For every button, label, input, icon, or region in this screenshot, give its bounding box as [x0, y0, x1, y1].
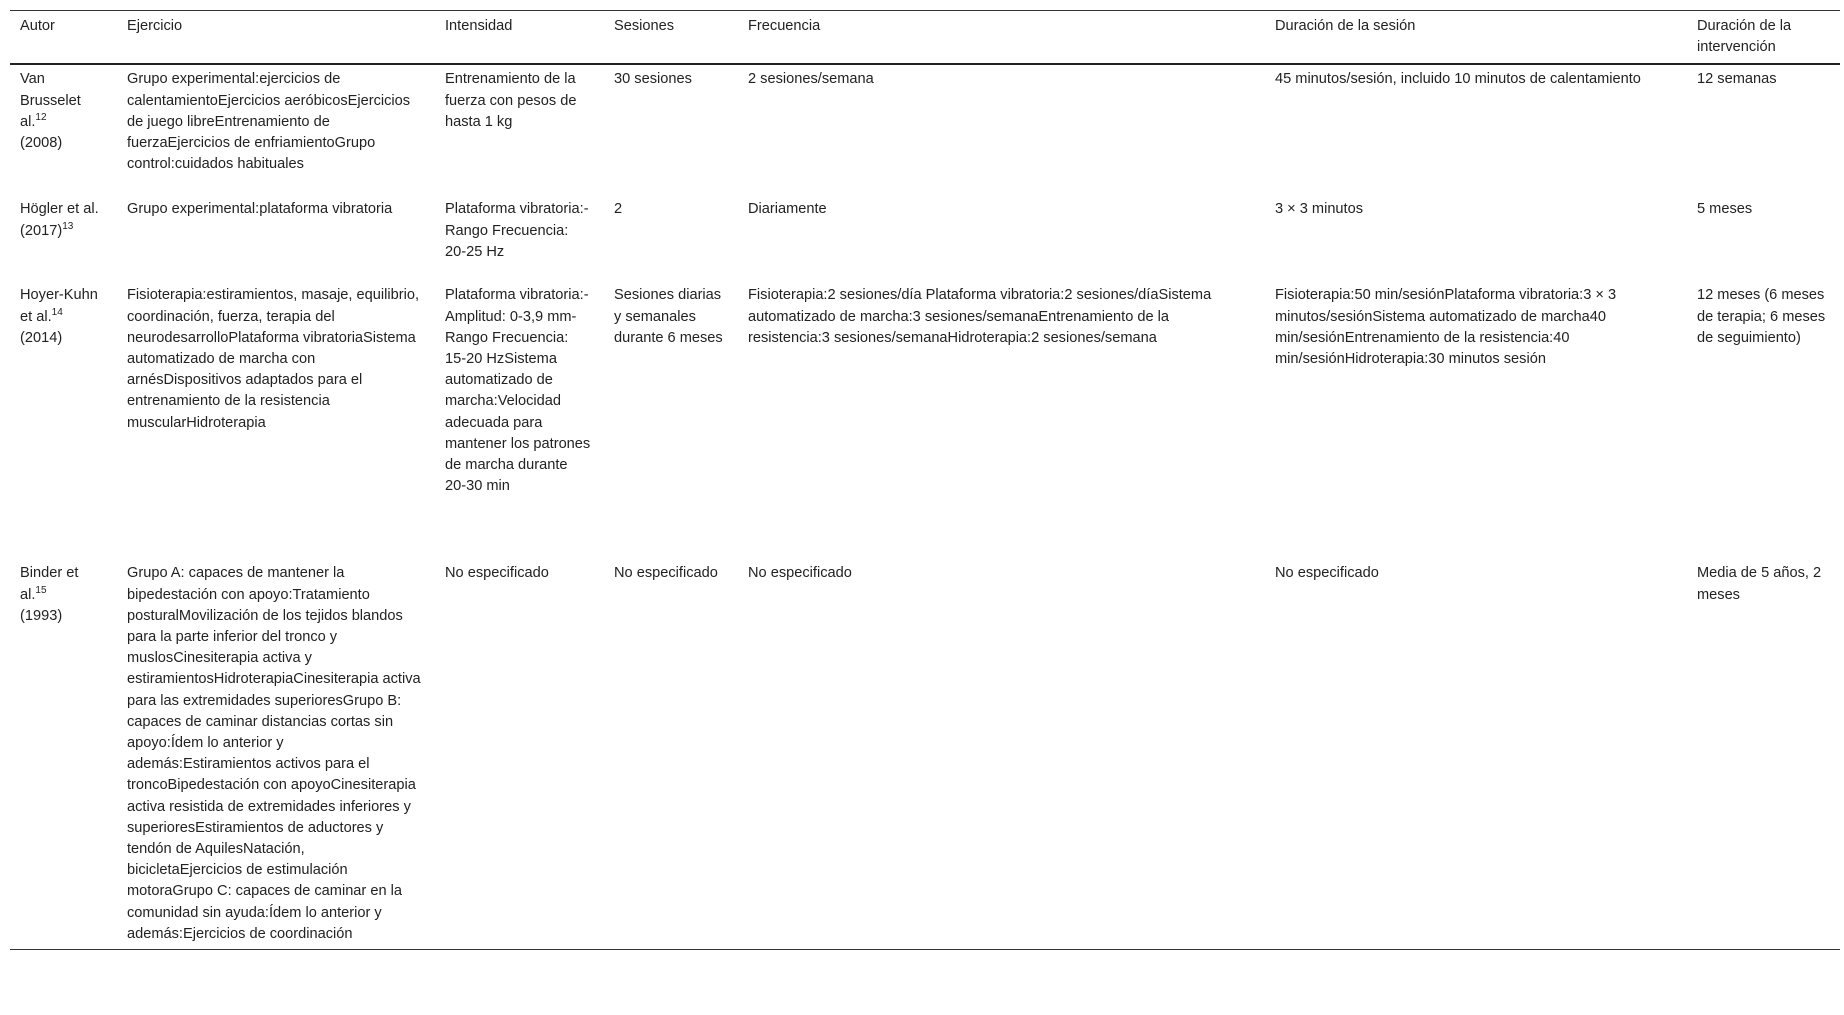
header-ejercicio: Ejercicio — [117, 11, 435, 65]
cell-sesiones: Sesiones diarias y semanales durante 6 meses — [614, 287, 723, 346]
reference-link[interactable]: 15 — [35, 584, 47, 596]
cell-ejercicio: Grupo experimental:plataforma vibratoria — [127, 201, 393, 218]
autor-name: Van Brusselet al. — [20, 71, 81, 130]
cell-autor — [10, 64, 117, 198]
cell-duracion-intervencion: 12 semanas — [1697, 71, 1777, 88]
header-duracion-sesion: Duración de la sesión — [1265, 11, 1687, 65]
cell-intensidad: Plataforma vibratoria:-Rango Frecuencia: 20-25 Hz — [445, 201, 589, 260]
autor-year: (2014) — [20, 329, 63, 346]
reference-link[interactable]: 12 — [35, 111, 47, 123]
cell-intensidad: Plataforma vibratoria:-Amplitud: 0-3,9 mm- Rango Frecuencia: 15-20 HzSistema automatizado de marcha:Velocidad adecuada para mantener los patrones de marcha durante 20-30 min — [445, 287, 591, 495]
cell-frecuencia: No especificado — [738, 562, 1265, 949]
header-row — [10, 11, 1840, 65]
header-autor: Autor — [10, 11, 117, 65]
cell-ejercicio: Grupo experimental:ejercicios de calentamientoEjercicios aeróbicosEjercicios de juego libreEntrenamiento de fuerzaEjercicios de enfriamientoGrupo control:cuidados habituales — [127, 71, 411, 173]
header-intensidad: Intensidad — [435, 11, 604, 65]
cell-ejercicio: Fisioterapia:estiramientos, masaje, equilibrio, coordinación, fuerza, terapia del neurodesarrolloPlataforma vibratoriaSistema automatizado de marcha con arnésDispositivos adaptados para el entrenamiento de la resistencia muscularHidroterapia — [127, 287, 420, 431]
autor-name: Högler et al. — [20, 201, 99, 218]
cell-autor — [10, 198, 117, 284]
table-row — [10, 64, 1840, 198]
cell-duracion-sesion: 45 minutos/sesión, incluido 10 minutos de calentamiento — [1275, 71, 1641, 88]
cell-duracion-sesion: 3 × 3 minutos — [1275, 201, 1364, 218]
header-sesiones: Sesiones — [604, 11, 738, 65]
autor-name: Binder et al. — [20, 565, 79, 603]
cell-frecuencia: 2 sesiones/semana — [748, 71, 874, 88]
cell-autor — [10, 284, 117, 562]
autor-year: (1993) — [20, 607, 63, 624]
table-container — [10, 10, 1840, 950]
autor-year: (2008) — [20, 135, 63, 152]
cell-frecuencia: Fisioterapia:2 sesiones/día Plataforma vibratoria:2 sesiones/díaSistema automatizado de marcha:3 sesiones/semanaEntrenamiento de la resistencia:3 sesiones/semanaHidroterapia:2 sesiones/semana — [748, 287, 1212, 346]
cell-ejercicio: Grupo A: capaces de mantener la bipedestación con apoyo:Tratamiento posturalMovilización de los tejidos blandos para la parte inferior del tronco y muslosCinesiterapia activa y estiramientosHidroterapiaCinesiterapia activa para las extremidades superioresGrupo B: capaces de caminar distancias cortas sin apoyo:Ídem lo anterior y además:Estiramientos activos para el troncoBipedestación con apoyoCinesiterapia activa resistida de extremidades inferiores y superioresEstiramientos de aductores y tendón de AquilesNatación, bicicletaEjercicios de estimulación motoraGrupo C: capaces de caminar en la comunidad sin ayuda:Ídem lo anterior y además:Ejercicios de coordinación — [117, 562, 435, 949]
header-frecuencia: Frecuencia — [738, 11, 1265, 65]
cell-sesiones: 30 sesiones — [614, 71, 692, 88]
header-duracion-intervencion: Duración de la intervención — [1687, 11, 1840, 65]
cell-duracion-sesion: No especificado — [1265, 562, 1687, 949]
cell-frecuencia: Diariamente — [748, 201, 827, 218]
cell-intensidad: No especificado — [435, 562, 604, 949]
table-row — [10, 562, 1840, 949]
cell-intensidad: Entrenamiento de la fuerza con pesos de hasta 1 kg — [445, 71, 577, 130]
autor-year: (2017) — [20, 222, 63, 239]
cell-duracion-intervencion: Media de 5 años, 2 meses — [1687, 562, 1840, 949]
cell-sesiones: No especificado — [604, 562, 738, 949]
cell-sesiones: 2 — [614, 201, 623, 218]
table-row — [10, 198, 1840, 284]
cell-duracion-intervencion: 5 meses — [1697, 201, 1753, 218]
cell-duracion-sesion: Fisioterapia:50 min/sesiónPlataforma vibratoria:3 × 3 minutos/sesiónSistema automatizado de marcha40 min/sesiónEntrenamiento de la resistencia:40 min/sesiónHidroterapia:30 minutos sesión — [1275, 287, 1617, 368]
table-row — [10, 284, 1840, 562]
cell-duracion-intervencion: 12 meses (6 meses de terapia; 6 meses de seguimiento) — [1697, 287, 1826, 346]
reference-link[interactable]: 14 — [51, 306, 63, 318]
reference-link[interactable]: 13 — [62, 220, 74, 232]
exercise-table — [10, 10, 1840, 950]
cell-autor — [10, 562, 117, 949]
autor-name: Hoyer-Kuhn et al. — [20, 287, 98, 325]
